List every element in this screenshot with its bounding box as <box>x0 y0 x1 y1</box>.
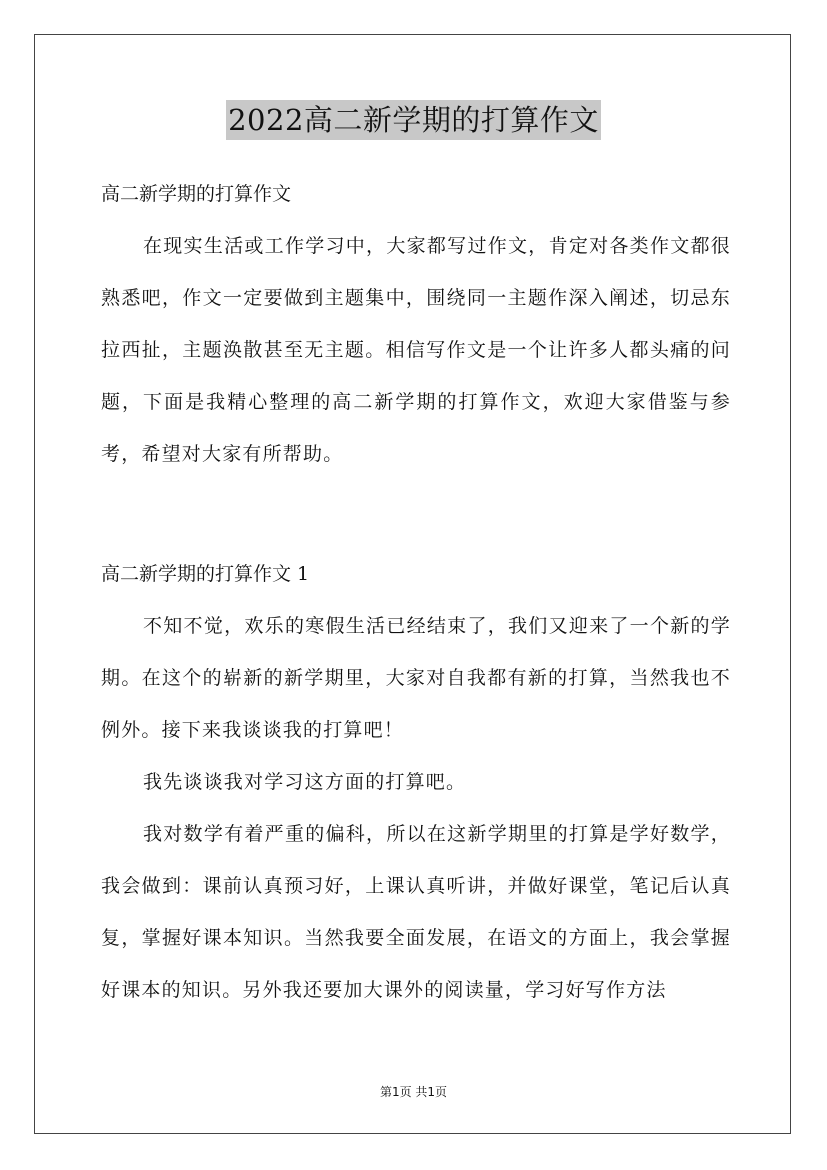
intro-heading: 高二新学期的打算作文 <box>101 183 292 205</box>
document-body <box>101 168 731 1016</box>
document-title: 2022高二新学期的打算作文 <box>226 100 601 140</box>
page-footer: 第1页 共1页 <box>379 1085 448 1099</box>
section1-paragraph-1: 不知不觉，欢乐的寒假生活已经结束了，我们又迎来了一个新的学期。在这个的崭新的新学期里，大家对自我都有新的打算，当然我也不例外。接下来我谈谈我的打算吧！ <box>101 615 731 741</box>
section1-paragraph-2: 我先谈谈我对学习这方面的打算吧。 <box>143 771 467 793</box>
title-container <box>0 100 827 140</box>
section-gap <box>101 480 731 548</box>
section1-paragraph-3: 我对数学有着严重的偏科，所以在这新学期里的打算是学好数学，我会做到：课前认真预习好，上课认真听讲，并做好课堂，笔记后认真复，掌握好课本知识。当然我要全面发展，在语文的方面上，我会掌握好课本的知识。另外我还要加大课外的阅读量，学习好写作方法 <box>101 823 731 1001</box>
section1-heading: 高二新学期的打算作文 1 <box>101 563 310 585</box>
intro-paragraph: 在现实生活或工作学习中，大家都写过作文，肯定对各类作文都很熟悉吧，作文一定要做到主题集中，围绕同一主题作深入阐述，切忌东拉西扯，主题涣散甚至无主题。相信写作文是一个让许多人都头痛的问题，下面是我精心整理的高二新学期的打算作文，欢迎大家借鉴与参考，希望对大家有所帮助。 <box>101 235 731 465</box>
